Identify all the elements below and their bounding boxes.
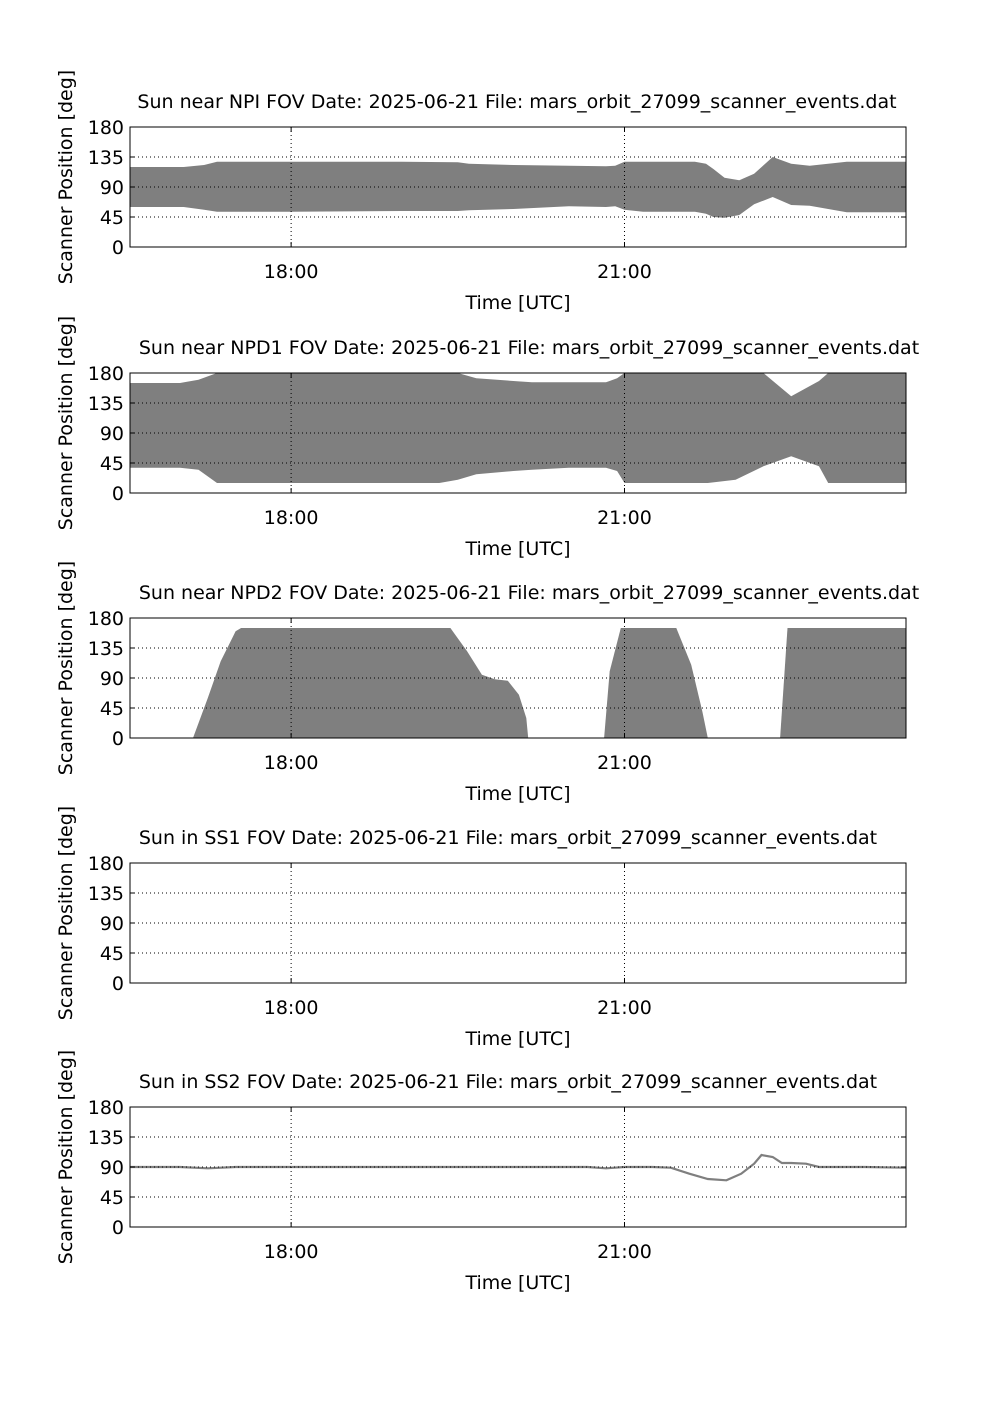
- y-axis-label: Scanner Position [deg]: [55, 560, 77, 776]
- panel-1: [55, 70, 906, 314]
- panel-2: [55, 316, 919, 560]
- x-axis-label: Time [UTC]: [465, 538, 571, 560]
- y-tick-label: 135: [87, 883, 124, 905]
- panel-title: Sun in SS1 FOV Date: 2025-06-21 File: mars_orbit_27099_scanner_events.dat: [138, 827, 878, 849]
- y-tick-label: 135: [87, 1127, 124, 1149]
- panel-4: [55, 806, 906, 1050]
- x-axis-label: Time [UTC]: [465, 1028, 571, 1050]
- y-tick-label: 0: [111, 973, 124, 995]
- x-tick-label: 21:00: [597, 752, 652, 774]
- x-axis-label: Time [UTC]: [465, 783, 571, 805]
- y-tick-label: 180: [87, 1097, 124, 1119]
- y-tick-label: 90: [99, 913, 124, 935]
- x-tick-label: 18:00: [263, 507, 319, 529]
- y-tick-label: 45: [99, 207, 124, 229]
- y-tick-label: 180: [87, 853, 124, 875]
- y-tick-label: 180: [87, 363, 124, 385]
- y-tick-label: 90: [99, 423, 124, 445]
- x-axis-label: Time [UTC]: [465, 292, 571, 314]
- x-tick-label: 18:00: [263, 261, 319, 283]
- y-tick-label: 0: [111, 1217, 124, 1239]
- y-tick-label: 90: [99, 177, 124, 199]
- x-tick-label: 21:00: [597, 997, 652, 1019]
- panel-title: Sun near NPD2 FOV Date: 2025-06-21 File: mars_orbit_27099_scanner_events.dat: [138, 582, 920, 604]
- x-tick-label: 18:00: [263, 997, 319, 1019]
- x-tick-label: 21:00: [597, 261, 652, 283]
- y-tick-label: 45: [99, 1187, 124, 1209]
- x-tick-label: 18:00: [263, 1241, 319, 1263]
- y-tick-label: 135: [87, 638, 124, 660]
- x-tick-label: 18:00: [263, 752, 319, 774]
- y-tick-label: 135: [87, 147, 124, 169]
- y-axis-label: Scanner Position [deg]: [55, 1049, 77, 1265]
- y-tick-label: 0: [111, 237, 124, 259]
- y-tick-label: 180: [87, 117, 124, 139]
- y-tick-label: 45: [99, 453, 124, 475]
- panel-5: [55, 1050, 906, 1294]
- y-axis-label: Scanner Position [deg]: [55, 69, 77, 285]
- y-axis-label: Scanner Position [deg]: [55, 805, 77, 1021]
- y-tick-label: 0: [111, 728, 124, 750]
- y-tick-label: 180: [87, 608, 124, 630]
- y-tick-label: 0: [111, 483, 124, 505]
- x-tick-label: 21:00: [597, 507, 652, 529]
- x-tick-label: 21:00: [597, 1241, 652, 1263]
- panel-title: Sun in SS2 FOV Date: 2025-06-21 File: mars_orbit_27099_scanner_events.dat: [138, 1071, 878, 1093]
- y-axis-label: Scanner Position [deg]: [55, 315, 77, 531]
- y-tick-label: 90: [99, 1157, 124, 1179]
- y-tick-label: 90: [99, 668, 124, 690]
- x-axis-label: Time [UTC]: [465, 1272, 571, 1294]
- panel-3: [55, 561, 919, 805]
- fov-band-3: [780, 628, 906, 738]
- panel-title: Sun near NPD1 FOV Date: 2025-06-21 File: mars_orbit_27099_scanner_events.dat: [138, 337, 920, 359]
- panel-title: Sun near NPI FOV Date: 2025-06-21 File: mars_orbit_27099_scanner_events.dat: [137, 91, 897, 113]
- y-tick-label: 45: [99, 943, 124, 965]
- y-tick-label: 135: [87, 393, 124, 415]
- y-tick-label: 45: [99, 698, 124, 720]
